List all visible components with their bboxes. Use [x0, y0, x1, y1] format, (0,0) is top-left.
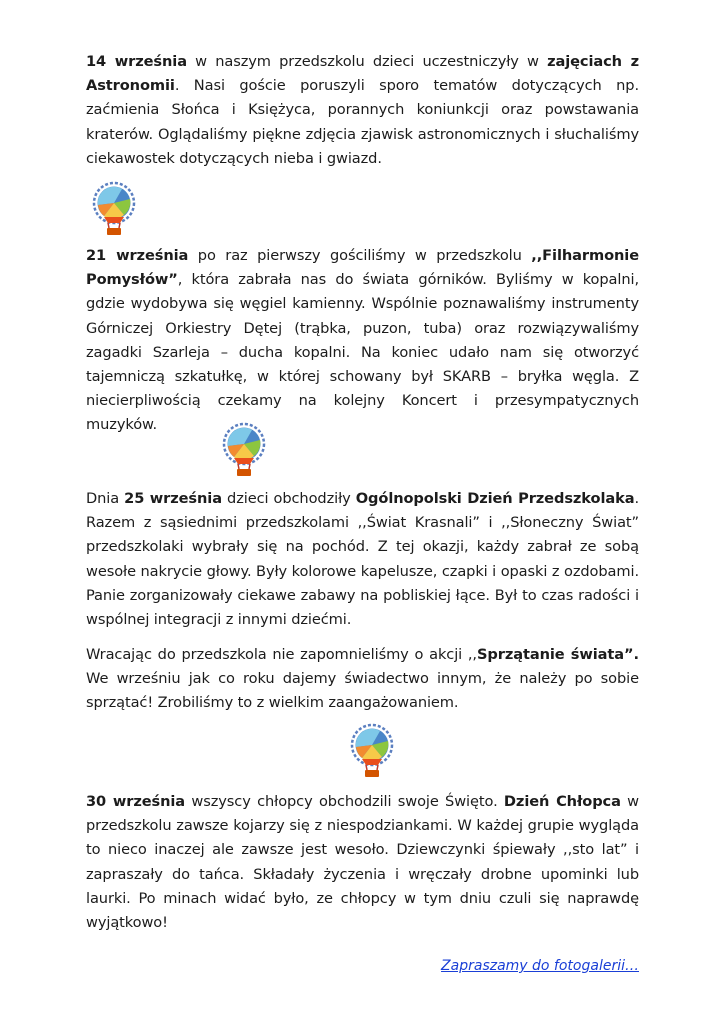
event-name: Ogólnopolski Dzień Przedszkolaka [355, 490, 635, 507]
date-text: 14 września [86, 53, 187, 70]
paragraph-1-block [86, 50, 639, 171]
event-name: ,,Filharmonie Pomysłów” [86, 247, 639, 289]
paragraph-3-block [86, 487, 639, 632]
paragraph-2-block [86, 244, 639, 438]
date-text: 21 września [86, 247, 189, 264]
event-name: zajęciach z Astronomii [86, 53, 640, 95]
hot-air-balloon-logo-icon [88, 181, 140, 237]
event-name: Dzień Chłopca [503, 793, 621, 810]
paragraph-4-block [86, 643, 639, 716]
event-name: Sprzątanie świata”. [476, 646, 639, 663]
hot-air-balloon-logo-icon [346, 723, 398, 779]
paragraph-cleanup: Wracając do przedszkola nie zapomnieliśmy o akcji ,,Sprzątanie świata”. We wrześniu jak co roku dajemy świadectwo innym, że należy po sobie sprzątać! Zrobiliśmy to z wielkim zaangażowaniem. [86, 646, 639, 712]
paragraph-philharmonic: 21 września po raz pierwszy gościliśmy w przedszkolu ,,Filharmonie Pomysłów”, która zabrała nas do świata górników. Byliśmy w kopalni, gdzie wydobywa się węgiel kamienny. Wspólnie poznawaliśmy instrumenty Górniczej Orkiestry Dętej (trąbka, puzon, tuba) oraz rozwiązywaliśmy zagadki Szarleja – ducha kopalni. Na koniec udało nam się otworzyć tajemniczą szkatułkę, w której schowany był SKARB – bryłka węgla. Z niecierpliwością czekamy na kolejny Koncert i przesympatycznych muzyków. [86, 247, 639, 434]
hot-air-balloon-logo-icon [218, 422, 270, 478]
paragraph-astronomy: 14 września w naszym przedszkolu dzieci uczestniczyły w zajęciach z Astronomii. Nasi goście poruszyli sporo tematów dotyczących np. zaćmienia Słońca i Księżyca, porannych koniunkcji oraz powstawania kraterów. Oglądaliśmy piękne zdjęcia zjawisk astronomicznych i słuchaliśmy ciekawostek dotyczących nieba i gwiazd. [86, 53, 640, 167]
date-text: 25 września [124, 490, 222, 507]
paragraph-preschooler-day: Dnia 25 września dzieci obchodziły Ogólnopolski Dzień Przedszkolaka. Razem z sąsiednimi przedszkolami ,,Świat Krasnali” i ,,Słoneczny Świat” przedszkolaki wybrały się na pochód. Z tej okazji, każdy zabrał ze sobą wesołe nakrycie głowy. Były kolorowe kapelusze, czapki i opaski z ozdobami. Panie zorganizowały ciekawe zabawy na pobliskiej łące. Był to czas radości i wspólnej integracji z innymi dziećmi. [86, 490, 639, 629]
gallery-link[interactable]: Zapraszamy do fotogalerii… [441, 958, 639, 974]
paragraph-boys-day: 30 września wszyscy chłopcy obchodzili swoje Święto. Dzień Chłopca w przedszkolu zawsze kojarzy się z niespodziankami. W każdej grupie wygląda to nieco inaczej ale zawsze jest wesoło. Dziewczynki śpiewały ,,sto lat” i zapraszały do tańca. Składały życzenia i wręczały drobne upominki lub laurki. Po minach widać było, ze chłopcy w tym dniu czuli się naprawdę wyjątkowo! [86, 793, 639, 932]
paragraph-5-block [86, 790, 639, 935]
date-text: 30 września [86, 793, 186, 810]
